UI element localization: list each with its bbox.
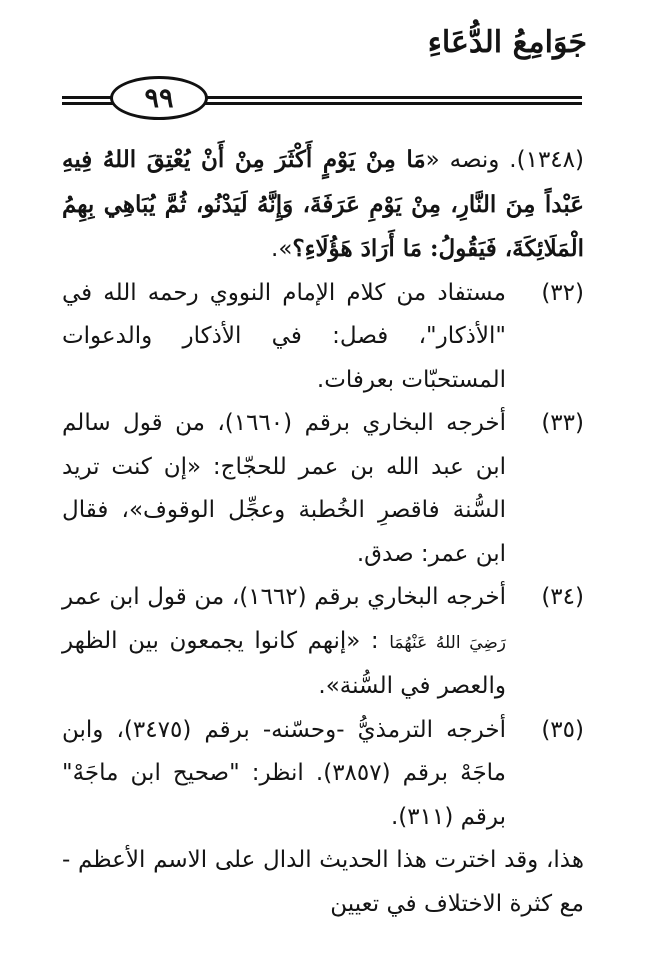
honorific-glyph: رَضِيَ اللهُ عَنْهُمَا [389, 632, 507, 653]
footnote-32 [62, 272, 584, 403]
page-number: ٩٩ [144, 82, 174, 114]
footnote-text-part: أخرجه البخاري برقم (١٦٦٢)، من قول ابن عمر [62, 584, 506, 610]
page-number-badge [110, 76, 208, 120]
quote-end: ». [271, 236, 293, 262]
closing-paragraph: هذا، وقد اخترت هذا الحديث الدال على الاسم الأعظم - مع كثرة الاختلاف في تعيين [62, 847, 584, 917]
footnote-number: (٣٣) [541, 410, 584, 436]
footnote-33 [62, 402, 584, 576]
footnote-text-part: : «إنهم كانوا يجمعون بين الظهر والعصر في السُّنة». [62, 627, 506, 699]
footnote-text [62, 576, 506, 709]
footnote-number: (٣٢) [541, 279, 584, 306]
footnote-text: أخرجه الترمذيُّ -وحسّنه- برقم (٣٤٧٥)، وابن ماجَهْ برقم (٣٨٥٧). انظر: "صحيح ابن ماجَهْ" برقم (٣١١). [62, 716, 507, 830]
footnote-34 [62, 576, 584, 709]
footnote-number: (٣٥) [541, 716, 584, 743]
footnote-35 [62, 709, 584, 840]
footnote-continuation [62, 138, 584, 272]
hadith-quote: مَا مِنْ يَوْمٍ أَكْثَرَ مِنْ أَنْ يُعْتِقَ اللهُ فِيهِ عَبْداً مِنَ النَّارِ، مِنْ يَوْمِ عَرَفَةَ، وَإِنَّهُ لَيَدْنُو، ثُمَّ يُبَاهِي بِهِمُ الْمَلَائِكَةَ، فَيَقُولُ: مَا أَرَادَ هَؤُلَاءِ؟ [62, 146, 584, 262]
footnote-text: مستفاد من كلام الإمام النووي رحمه الله في "الأذكار"، فصل: في الأذكار والدعوات المستحبّات بعرفات. [62, 279, 506, 393]
footnote-text: أخرجه البخاري برقم (١٦٦٠)، من قول سالم ابن عبد الله بن عمر للحجّاج: «إن كنت تريد السُّنة فاقصرِ الخُطبة وعجِّل الوقوف»، فقال ابن عمر: صدق. [62, 410, 506, 567]
footnote-number: (٣٤) [541, 584, 584, 610]
page-body [62, 138, 584, 926]
running-header-title: جَوَامِعُ الدُّعَاءِ [427, 25, 587, 60]
reference-prefix: (١٣٤٨). ونصه « [425, 147, 584, 173]
